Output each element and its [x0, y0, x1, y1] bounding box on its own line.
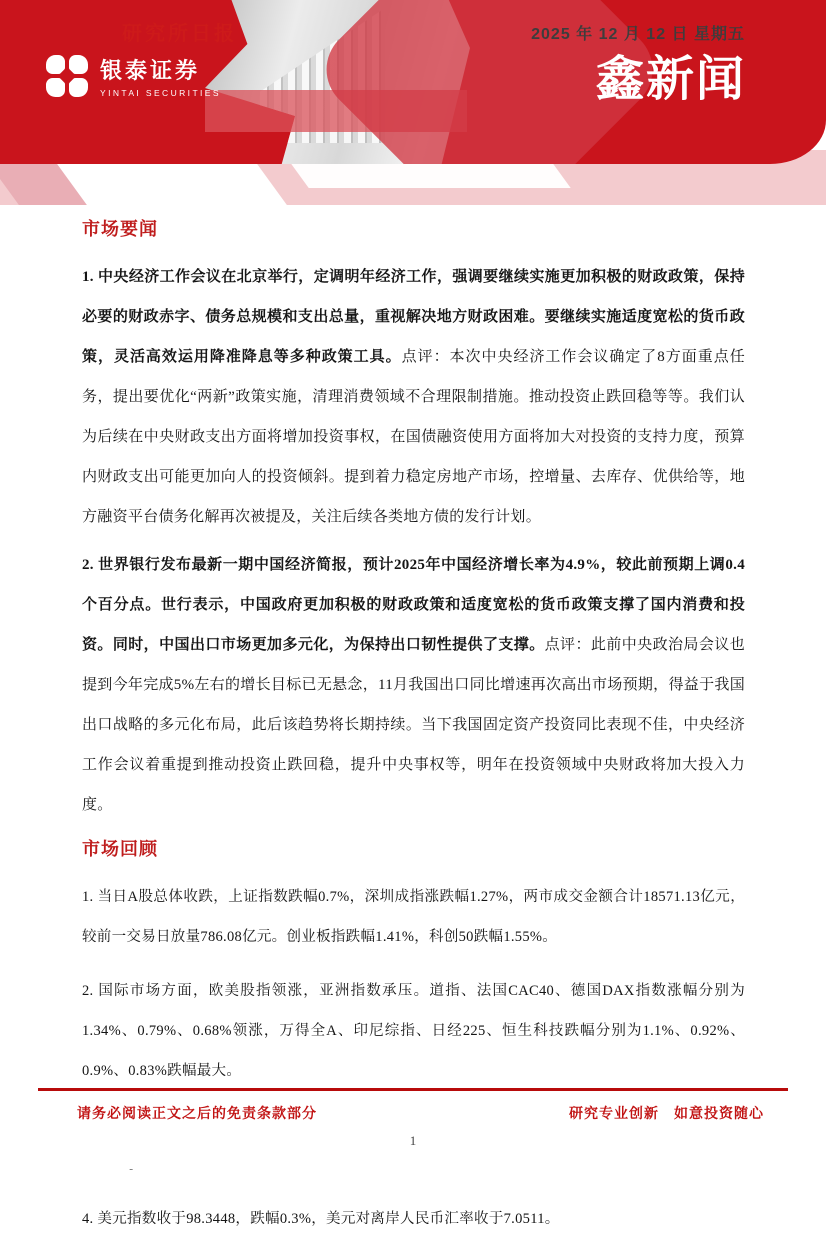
- section-market-review: [82, 835, 745, 1239]
- band-white-wedge-secondary: [291, 164, 570, 188]
- footer-disclaimer: 请务必阅读正文之后的免责条款部分: [77, 1105, 317, 1121]
- section-market-news: [82, 215, 745, 825]
- news-1-lead: 1. 中央经济工作会议在北京举行，定调明年经济工作，强调要继续实施更加积极的财政政策，保持必要的财政赤字、债务总规模和支出总量，重视解决地方财政困难。要继续实施适度宽松的货币政策，灵活高效运用降准降息等多种政策工具。: [82, 269, 745, 365]
- section-heading: 市场要闻: [82, 219, 158, 239]
- footer-divider-line: [38, 1088, 788, 1091]
- newsletter-title: 鑫新闻: [595, 53, 746, 106]
- news-paragraph-1: [82, 257, 745, 537]
- band-white-wedge: [57, 164, 287, 205]
- review-paragraph-1: 1. 当日A股总体收跌，上证指数跌幅0.7%，深圳成指涨跌幅1.27%，两市成交金额合计18571.13亿元，较前一交易日放量786.08亿元。创业板指跌幅1.41%，科创50跌幅1.55%。: [82, 889, 745, 945]
- footer-row: [0, 1103, 826, 1123]
- report-date: 2025 年 12 月 12 日 星期五: [531, 26, 745, 43]
- footer-slogan: 研究专业创新 如意投资随心: [569, 1105, 764, 1121]
- news-paragraph-2: [82, 545, 745, 825]
- brand-name-cn: 银泰证券: [100, 58, 201, 83]
- brand-name-en: YINTAI SECURITIES: [100, 88, 221, 98]
- brand-text: [100, 54, 221, 98]
- news-2-lead: 2. 世界银行发布最新一期中国经济简报，预计2025年中国经济增长率为4.9%，较此前预期上调0.4个百分点。世行表示，中国政府更加积极的财政政策和适度宽松的货币政策支撑了国内消费和投资。同时，中国出口市场更加多元化，为保持出口韧性提供了支撑。: [82, 557, 745, 653]
- footer: [0, 1080, 826, 1169]
- page-number: 1: [409, 1133, 417, 1148]
- yintai-logo-icon: [46, 55, 88, 97]
- section-heading: 市场回顾: [82, 839, 158, 859]
- news-1-comment: 点评：本次中央经济工作会议确定了8方面重点任务，提出要优化“两新”政策实施，清理消费领域不合理限制措施。推动投资止跌回稳等等。我们认为后续在中央财政支出方面将增加投资事权，在国债融资使用方面将加大对投资的支持力度，预算内财政支出可能更加向人的投资倾斜。提到着力稳定房地产市场，控增量、去库存、优供给等，地方融资平台债务化解再次被提及，关注后续各类地方债的发行计划。: [82, 349, 745, 525]
- review-paragraph-4: 4. 美元指数收于98.3448，跌幅0.3%，美元对离岸人民币汇率收于7.0511。: [82, 1211, 560, 1227]
- review-paragraph-2: 2. 国际市场方面，欧美股指领涨，亚洲指数承压。道指、法国CAC40、德国DAX指数涨幅分别为1.34%、0.79%、0.68%领涨，万得全A、印尼综指、日经225、恒生科技跌幅分别为1.1%、0.92%、0.9%、0.83%跌幅最大。: [82, 983, 745, 1079]
- brand-logo: [46, 54, 221, 98]
- news-2-comment: 点评：此前中央政治局会议也提到今年完成5%左右的增长目标已无悬念，11月我国出口同比增速再次高出市场预期，得益于我国出口战略的多元化布局，此后该趋势将长期持续。当下我国固定资产投资同比表现不佳，中央经济工作会议着重提到推动投资止跌回稳，提升中央事权等，明年在投资领域中央财政将加大投入力度。: [82, 637, 745, 813]
- report-type-label: 研究所日报: [122, 23, 237, 45]
